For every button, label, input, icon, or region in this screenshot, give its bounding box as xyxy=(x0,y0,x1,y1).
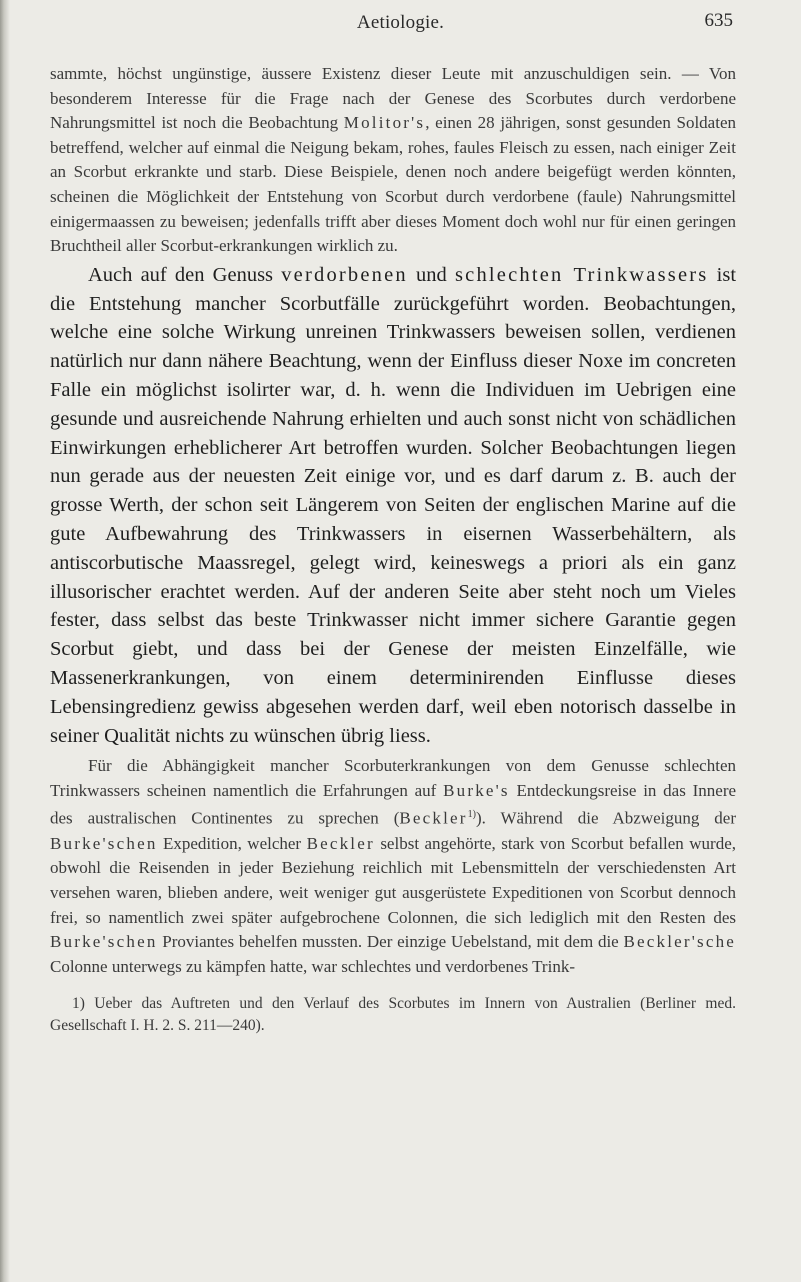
author-name: Burke'schen xyxy=(50,932,158,952)
paragraph-trinkwasser: Auch auf den Genuss verdorbenen und schlechten Trinkwassers ist die Entstehung mancher Scorbutfälle zurückgeführt worden. Beobachtungen, welche eine solche Wirkung unreinen Trinkwassers beweisen sollen, verdienen natürlich nur dann nähere Beachtung, wenn der Einfluss dieser Noxe im concreten Falle ein möglichst isolirter war, d. h. wenn die Individuen im Uebrigen eine gesunde und ausreichende Nahrung erhielten und auch sonst nicht von schädlichen Einwirkungen erheblicherer Art betroffen wurden. Solcher Beobachtungen liegen nun gerade aus der neuesten Zeit einige vor, und es darf darum z. B. auch der grosse Werth, der schon seit Längerem von Seiten der englischen Marine auf die gute Aufbewahrung des Trinkwassers in eisernen Wasserbehältern, als antiscorbutische Maassregel, gelegt wird, keineswegs a priori als ein ganz illusorischer erachtet werden. Auf der anderen Seite aber steht noch um Vieles fester, dass selbst das beste Trinkwasser nicht immer sichere Garantie gegen Scorbut giebt, und dass bei der Genese der meisten Einzelfälle, wie Massenerkrankungen, von einem determinirenden Einflusse dieses Lebensingredienz gewiss abgesehen werden darf, weil eben notorisch dasselbe in seiner Qualität nichts zu wünschen übrig liess. xyxy=(50,263,737,747)
footnote-reference: 1) xyxy=(467,809,476,821)
paragraph-continued: sammte, höchst ungünstige, äussere Existenz dieser Leute mit anzuschuldigen sein. — Von besonderem Interesse für die Frage nach der Genese des Scorbutes durch verdorbene Nahrungsmittel ist noch die Beobachtung Molitor's, einen 28 jährigen, sonst gesunden Soldaten betreffend, welcher auf einmal die Neigung bekam, rohes, faules Fleisch zu essen, nach einiger Zeit an Scorbut erkrankte und starb. Diese Beispiele, denen noch andere beigefügt werden könnten, scheinen die Möglichkeit der Entstehung von Scorbut durch verdorbene (faule) Nahrungsmittel einigermaassen zu beweisen; jedenfalls trifft aber dieses Moment doch wohl nur für einen geringen Bruchtheil aller Scorbut-erkrankungen wirklich zu. xyxy=(50,64,737,256)
page-header xyxy=(0,8,801,36)
author-name: Beckler xyxy=(399,809,468,829)
footnote-marker: 1) xyxy=(72,995,85,1013)
author-name: Burke's xyxy=(443,780,510,800)
footnote-text: Ueber das Auftreten und den Verlauf des Scorbutes im Innern von Australien (Berliner med. Gesellschaft I. H. 2. S. 211—240). xyxy=(50,995,736,1035)
page-number: 635 xyxy=(704,10,733,31)
emphasis-verdorbenen: verdorbenen xyxy=(281,263,408,286)
page-edge-shadow xyxy=(0,0,10,1282)
text-column xyxy=(50,62,736,1037)
author-name: Burke'schen xyxy=(50,833,158,853)
emphasis-schlechten-trinkwassers: schlechten Trinkwassers xyxy=(454,263,709,286)
author-name: Beckler'sche xyxy=(623,932,737,952)
paragraph-burke-expedition: Für die Abhängigkeit mancher Scorbuterkrankungen von dem Genusse schlechten Trinkwassers scheinen namentlich die Erfahrungen auf Burke's Entdeckungsreise in das Innere des australischen Continentes zu sprechen (Beckler$^{1)}$). Während die Abzweigung der Burke'schen Expedition, welcher Beckler selbst angehörte, stark von Scorbut befallen wurde, obwohl die Reisenden in jeder Beziehung reichlich mit Lebensmitteln der verschiedensten Art versehen waren, blieben andere, weit weniger gut ausgerüstete Expeditionen von Scorbut dennoch frei, so namentlich zwei später aufgebrochene Colonnen, die sich lediglich mit den Resten des Burke'schen Proviantes behelfen mussten. Der einzige Uebelstand, mit dem die Beckler'sche Colonne unterwegs zu kämpfen hatte, war schlechtes und verdorbenes Trink- xyxy=(50,756,737,976)
footnote xyxy=(50,993,736,1037)
author-name: Beckler xyxy=(306,833,375,853)
running-head: Aetiologie. xyxy=(356,12,445,33)
author-name: Molitor's xyxy=(343,113,426,133)
footnote-separator xyxy=(50,979,736,987)
